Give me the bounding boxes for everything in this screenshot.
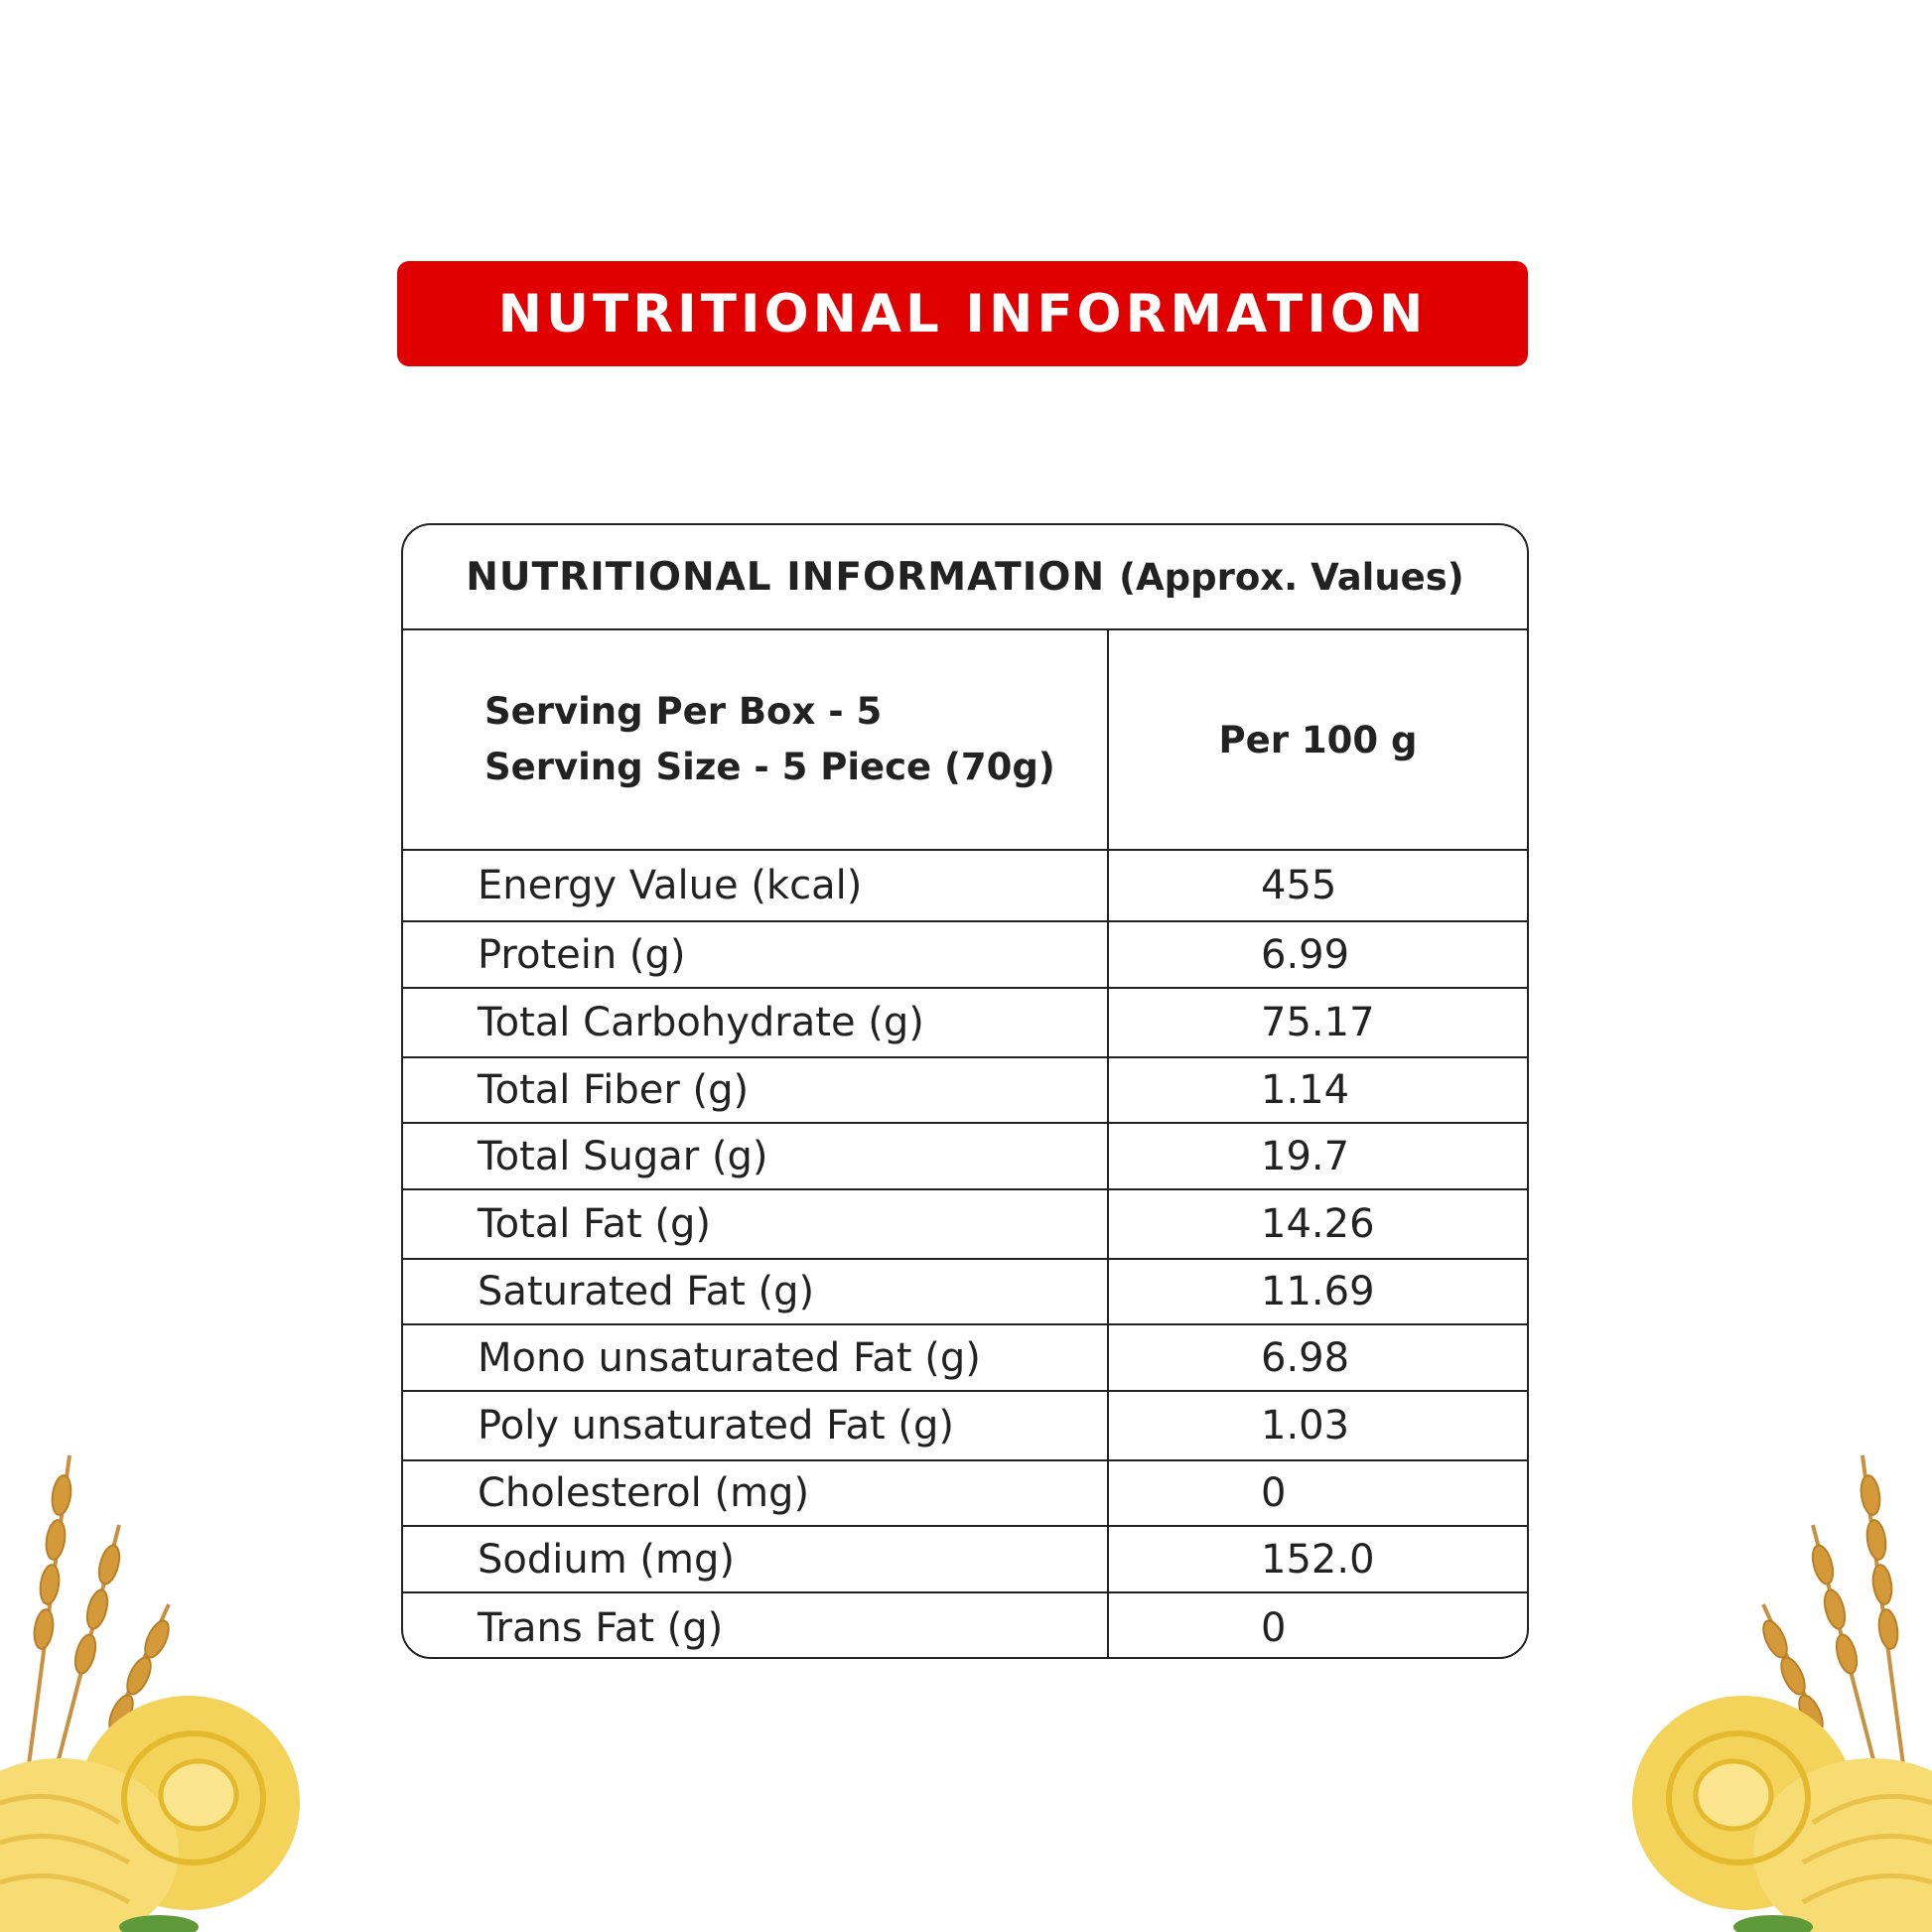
table-row (403, 1325, 1527, 1392)
title-banner (397, 261, 1528, 366)
nutrient-value: 1.14 (1261, 1067, 1350, 1113)
table-row (403, 1190, 1527, 1260)
nutrient-value: 0 (1261, 1470, 1287, 1516)
butter-curl-icon (0, 1696, 300, 1932)
nutrition-table (401, 523, 1529, 1659)
nutrient-value: 75.17 (1261, 1000, 1375, 1045)
table-row (403, 1527, 1527, 1593)
nutrient-value: 1.03 (1261, 1403, 1350, 1449)
nutrient-name: Protein (g) (403, 922, 1109, 987)
butter-curl-icon (1632, 1696, 1932, 1932)
nutrient-value: 6.99 (1261, 931, 1350, 978)
nutrient-value: 6.98 (1261, 1334, 1350, 1381)
nutrient-rows (403, 851, 1527, 1659)
value-header-label: Per 100 g (1218, 718, 1418, 761)
value-column-header (1109, 630, 1527, 849)
table-row (403, 1124, 1527, 1190)
nutrient-value: 0 (1261, 1605, 1287, 1651)
wheat-butter-decoration-left (0, 1416, 318, 1932)
table-row (403, 1461, 1527, 1527)
nutrient-name: Total Fat (g) (403, 1190, 1109, 1258)
nutrient-value: 19.7 (1261, 1133, 1350, 1179)
nutrient-value: 11.69 (1261, 1269, 1375, 1314)
table-caption-note: (Approx. Values) (1119, 555, 1464, 599)
nutrient-name: Total Fiber (g) (403, 1058, 1109, 1122)
nutrient-name: Trans Fat (g) (403, 1593, 1109, 1659)
nutrient-value: 14.26 (1261, 1201, 1375, 1247)
table-caption (403, 525, 1527, 630)
nutrient-name: Sodium (mg) (403, 1527, 1109, 1591)
wheat-butter-decoration-right (1614, 1416, 1932, 1932)
nutrient-name: Mono unsaturated Fat (g) (403, 1325, 1109, 1390)
table-row (403, 1058, 1527, 1124)
banner-title: NUTRITIONAL INFORMATION (497, 283, 1428, 345)
nutrient-name: Total Carbohydrate (g) (403, 989, 1109, 1056)
table-row (403, 1593, 1527, 1659)
nutrient-name: Saturated Fat (g) (403, 1260, 1109, 1323)
nutrient-value: 455 (1261, 863, 1337, 908)
nutrient-value: 152.0 (1261, 1536, 1375, 1583)
table-row (403, 922, 1527, 989)
table-header-row (403, 630, 1527, 851)
nutrient-name: Cholesterol (mg) (403, 1461, 1109, 1525)
serving-info (403, 630, 1109, 849)
serving-size: Serving Size - 5 Piece (70g) (484, 746, 1055, 788)
serving-per-box: Serving Per Box - 5 (484, 690, 883, 733)
nutrient-name: Poly unsaturated Fat (g) (403, 1392, 1109, 1459)
table-row (403, 989, 1527, 1058)
table-row (403, 851, 1527, 922)
table-caption-title: NUTRITIONAL INFORMATION (466, 554, 1106, 600)
nutrient-name: Energy Value (kcal) (403, 851, 1109, 920)
nutrient-name: Total Sugar (g) (403, 1124, 1109, 1188)
table-row (403, 1260, 1527, 1325)
table-row (403, 1392, 1527, 1461)
